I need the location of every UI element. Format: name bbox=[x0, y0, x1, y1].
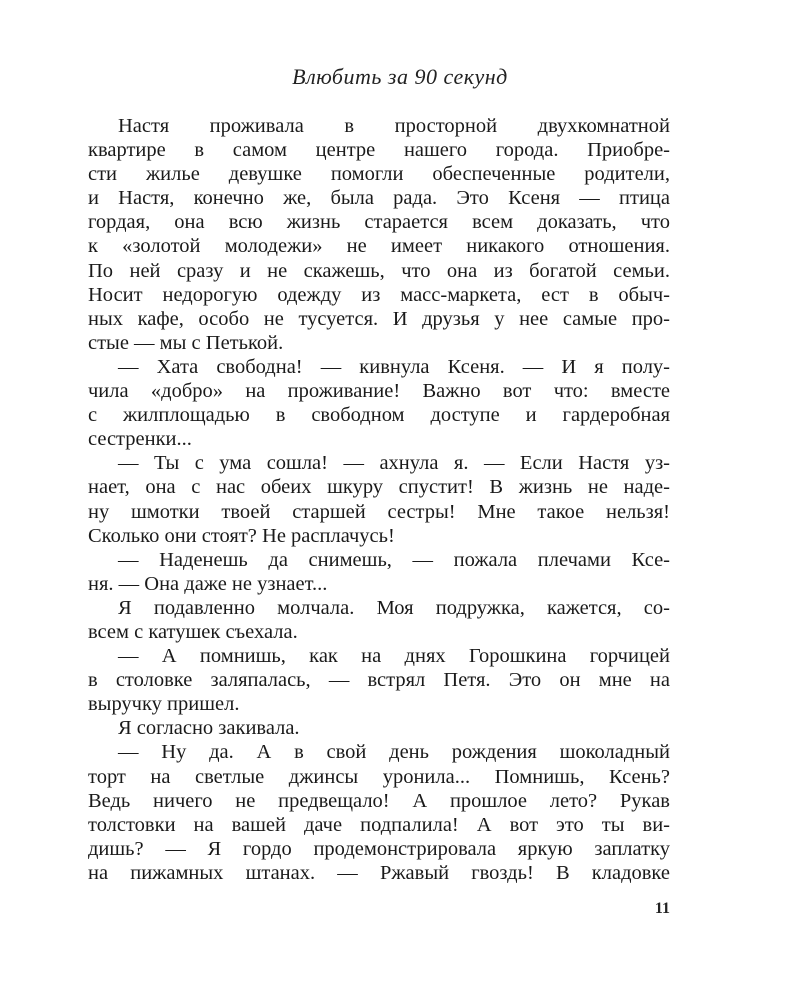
text-line: квартире в самом центре нашего города. Приобре- bbox=[88, 139, 670, 162]
text-line: торт на светлые джинсы уронила... Помнишь, Ксень? bbox=[88, 765, 670, 788]
text-line: — Хата свободна! — кивнула Ксеня. — И я полу- bbox=[118, 355, 670, 378]
text-line: ных кафе, особо не тусуется. И друзья у нее самые про- bbox=[88, 307, 670, 330]
text-line: всем с катушек съехала. bbox=[88, 620, 298, 643]
text-line: Ведь ничего не предвещало! А прошлое лето? Рукав bbox=[88, 789, 670, 812]
text-line: Носит недорогую одежду из масс-маркета, ест в обыч- bbox=[88, 283, 670, 306]
text-line: на пижамных штанах. — Ржавый гвоздь! В кладовке bbox=[88, 861, 670, 884]
text-line: выручку пришел. bbox=[88, 693, 240, 716]
text-line: Настя проживала в просторной двухкомнатной bbox=[118, 115, 670, 137]
text-line: гордая, она всю жизнь старается всем доказать, что bbox=[88, 211, 670, 234]
text-line: — Наденешь да снимешь, — пожала плечами Ксе- bbox=[118, 548, 670, 571]
text-line: дишь? — Я гордо продемонстрировала яркую заплатку bbox=[88, 837, 670, 860]
body-text bbox=[88, 114, 670, 885]
text-line: стые — мы с Петькой. bbox=[88, 331, 284, 354]
text-line: и Настя, конечно же, была рада. Это Ксеня — птица bbox=[88, 187, 670, 210]
text-line: ня. — Она даже не узнает... bbox=[88, 572, 328, 595]
text-line: толстовки на вашей даче подпалила! А вот это ты ви- bbox=[88, 813, 670, 836]
text-line: — Ты с ума сошла! — ахнула я. — Если Настя уз- bbox=[118, 452, 670, 475]
text-line: Я подавленно молчала. Моя подружка, кажется, со- bbox=[118, 596, 670, 619]
text-line: Я согласно закивала. bbox=[118, 717, 300, 740]
running-title: Влюбить за 90 секунд bbox=[292, 64, 508, 89]
text-line: Сколько они стоят? Не расплачусь! bbox=[88, 524, 395, 547]
text-line: — Ну да. А в свой день рождения шоколадный bbox=[118, 741, 670, 764]
text-line: По ней сразу и не скажешь, что она из богатой семьи. bbox=[88, 259, 670, 282]
text-line: в столовке заляпалась, — встрял Петя. Это он мне на bbox=[88, 669, 670, 692]
text-line: чила «добро» на проживание! Важно вот что: вместе bbox=[88, 380, 670, 403]
text-line: ну шмотки твоей старшей сестры! Мне такое нельзя! bbox=[88, 500, 670, 523]
text-line: — А помнишь, как на днях Горошкина горчицей bbox=[118, 645, 670, 668]
text-line: сестренки... bbox=[88, 428, 192, 451]
page-number: 11 bbox=[654, 900, 670, 917]
text-line: к «золотой молодежи» не имеет никакого отношения. bbox=[88, 235, 670, 258]
text-line: сти жилье девушке помогли обеспеченные родители, bbox=[88, 163, 670, 186]
text-line: с жилплощадью в свободном доступе и гардеробная bbox=[88, 404, 670, 427]
text-line: нает, она с нас обеих шкуру спустит! В жизнь не наде- bbox=[88, 476, 670, 499]
